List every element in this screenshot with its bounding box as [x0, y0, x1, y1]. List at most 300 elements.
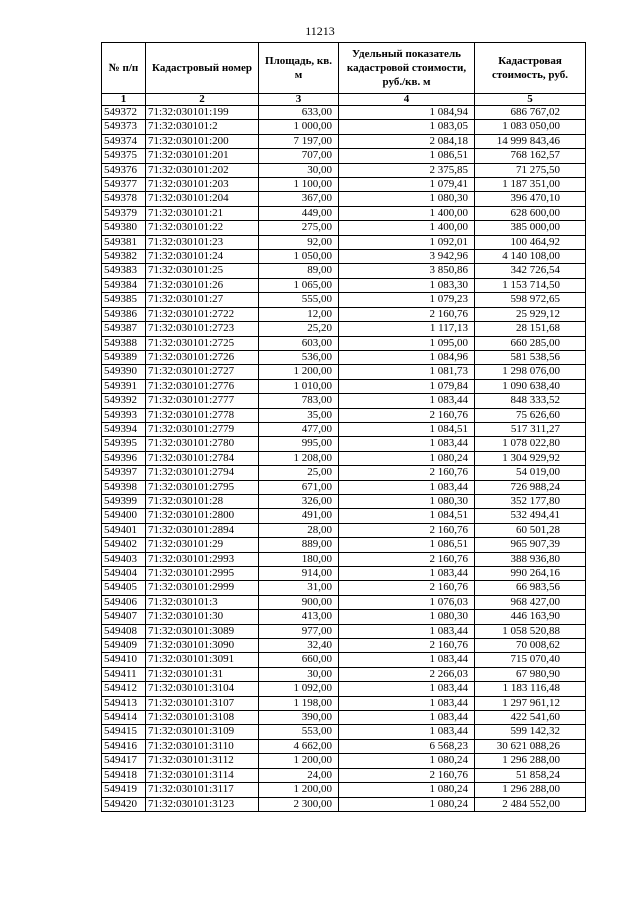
area-cell: 92,00: [259, 235, 339, 249]
cadastral-number-cell: 71:32:030101:24: [146, 250, 259, 264]
area-cell: 1 208,00: [259, 451, 339, 465]
cadastral-number-cell: 71:32:030101:2726: [146, 350, 259, 364]
row-number-cell: 549404: [102, 567, 146, 581]
specific-value-cell: 1 079,23: [339, 293, 475, 307]
row-number-cell: 549399: [102, 494, 146, 508]
cadastral-number-cell: 71:32:030101:26: [146, 278, 259, 292]
cadastral-number-cell: 71:32:030101:3123: [146, 797, 259, 811]
cadastral-value-cell: 768 162,57: [475, 149, 586, 163]
table-row: [102, 480, 586, 494]
table-row: [102, 149, 586, 163]
specific-value-cell: 1 080,24: [339, 797, 475, 811]
area-cell: 30,00: [259, 667, 339, 681]
row-number-cell: 549418: [102, 768, 146, 782]
area-cell: 12,00: [259, 307, 339, 321]
specific-value-cell: 1 083,44: [339, 653, 475, 667]
specific-value-cell: 1 079,84: [339, 379, 475, 393]
header-index-4: 4: [339, 94, 475, 106]
table-row: [102, 106, 586, 120]
row-number-cell: 549391: [102, 379, 146, 393]
area-cell: 1 200,00: [259, 365, 339, 379]
row-number-cell: 549405: [102, 581, 146, 595]
cadastral-number-cell: 71:32:030101:28: [146, 494, 259, 508]
cadastral-value-cell: 1 153 714,50: [475, 278, 586, 292]
specific-value-cell: 1 083,44: [339, 725, 475, 739]
cadastral-value-cell: 71 275,50: [475, 163, 586, 177]
table-row: [102, 552, 586, 566]
table-row: [102, 797, 586, 811]
cadastral-value-cell: 1 296 288,00: [475, 783, 586, 797]
specific-value-cell: 3 850,86: [339, 264, 475, 278]
specific-value-cell: 1 080,30: [339, 192, 475, 206]
area-cell: 7 197,00: [259, 134, 339, 148]
table-row: [102, 653, 586, 667]
cadastral-value-cell: 726 988,24: [475, 480, 586, 494]
area-cell: 1 100,00: [259, 178, 339, 192]
header-index-1: 1: [102, 94, 146, 106]
row-number-cell: 549394: [102, 422, 146, 436]
specific-value-cell: 2 160,76: [339, 639, 475, 653]
area-cell: 25,00: [259, 466, 339, 480]
specific-value-cell: 1 117,13: [339, 322, 475, 336]
table-row: [102, 192, 586, 206]
table-row: [102, 221, 586, 235]
table-row: [102, 581, 586, 595]
specific-value-cell: 1 081,73: [339, 365, 475, 379]
area-cell: 449,00: [259, 206, 339, 220]
cadastral-value-cell: 4 140 108,00: [475, 250, 586, 264]
specific-value-cell: 2 160,76: [339, 408, 475, 422]
cadastral-value-cell: 25 929,12: [475, 307, 586, 321]
cadastral-number-cell: 71:32:030101:2800: [146, 509, 259, 523]
row-number-cell: 549377: [102, 178, 146, 192]
cadastral-value-cell: 100 464,92: [475, 235, 586, 249]
row-number-cell: 549375: [102, 149, 146, 163]
cadastral-value-cell: 54 019,00: [475, 466, 586, 480]
cadastral-number-cell: 71:32:030101:2777: [146, 394, 259, 408]
table-row: [102, 466, 586, 480]
area-cell: 660,00: [259, 653, 339, 667]
cadastral-number-cell: 71:32:030101:27: [146, 293, 259, 307]
specific-value-cell: 1 083,05: [339, 120, 475, 134]
cadastral-value-cell: 968 427,00: [475, 595, 586, 609]
cadastral-number-cell: 71:32:030101:200: [146, 134, 259, 148]
specific-value-cell: 2 084,18: [339, 134, 475, 148]
cadastral-number-cell: 71:32:030101:203: [146, 178, 259, 192]
cadastral-value-cell: 965 907,39: [475, 538, 586, 552]
cadastral-number-cell: 71:32:030101:25: [146, 264, 259, 278]
specific-value-cell: 1 400,00: [339, 221, 475, 235]
cadastral-number-cell: 71:32:030101:2780: [146, 437, 259, 451]
specific-value-cell: 1 079,41: [339, 178, 475, 192]
row-number-cell: 549376: [102, 163, 146, 177]
table-row: [102, 711, 586, 725]
table-row: [102, 538, 586, 552]
table-row: [102, 682, 586, 696]
cadastral-value-cell: 66 983,56: [475, 581, 586, 595]
area-cell: 783,00: [259, 394, 339, 408]
cadastral-number-cell: 71:32:030101:3109: [146, 725, 259, 739]
cadastral-value-cell: 60 501,28: [475, 523, 586, 537]
row-number-cell: 549386: [102, 307, 146, 321]
table-row: [102, 293, 586, 307]
specific-value-cell: 1 084,51: [339, 509, 475, 523]
cadastral-value-cell: 990 264,16: [475, 567, 586, 581]
area-cell: 1 198,00: [259, 696, 339, 710]
cadastral-number-cell: 71:32:030101:201: [146, 149, 259, 163]
table-row: [102, 408, 586, 422]
table-row: [102, 250, 586, 264]
cadastral-value-cell: 1 298 076,00: [475, 365, 586, 379]
cadastral-number-cell: 71:32:030101:3104: [146, 682, 259, 696]
header-specific-value: Удельный показатель кадастровой стоимости, руб./кв. м: [339, 43, 475, 94]
row-number-cell: 549372: [102, 106, 146, 120]
cadastral-number-cell: 71:32:030101:199: [146, 106, 259, 120]
specific-value-cell: 1 080,24: [339, 451, 475, 465]
header-index-5: 5: [475, 94, 586, 106]
page-number: 11213: [305, 24, 335, 38]
area-cell: 536,00: [259, 350, 339, 364]
specific-value-cell: 1 086,51: [339, 538, 475, 552]
cadastral-number-cell: 71:32:030101:3091: [146, 653, 259, 667]
cadastral-value-cell: 1 083 050,00: [475, 120, 586, 134]
cadastral-number-cell: 71:32:030101:2778: [146, 408, 259, 422]
specific-value-cell: 1 080,24: [339, 754, 475, 768]
specific-value-cell: 1 083,44: [339, 437, 475, 451]
area-cell: 367,00: [259, 192, 339, 206]
cadastral-value-cell: 67 980,90: [475, 667, 586, 681]
row-number-cell: 549415: [102, 725, 146, 739]
area-cell: 30,00: [259, 163, 339, 177]
table-row: [102, 567, 586, 581]
cadastral-number-cell: 71:32:030101:2894: [146, 523, 259, 537]
specific-value-cell: 2 160,76: [339, 466, 475, 480]
cadastral-number-cell: 71:32:030101:2999: [146, 581, 259, 595]
row-number-cell: 549411: [102, 667, 146, 681]
row-number-cell: 549380: [102, 221, 146, 235]
row-number-cell: 549390: [102, 365, 146, 379]
specific-value-cell: 1 092,01: [339, 235, 475, 249]
specific-value-cell: 1 083,44: [339, 711, 475, 725]
cadastral-value-cell: 51 858,24: [475, 768, 586, 782]
cadastral-value-cell: 1 058 520,88: [475, 624, 586, 638]
row-number-cell: 549388: [102, 336, 146, 350]
area-cell: 28,00: [259, 523, 339, 537]
row-number-cell: 549393: [102, 408, 146, 422]
cadastral-number-cell: 71:32:030101:2779: [146, 422, 259, 436]
table-body: [102, 106, 586, 812]
cadastral-number-cell: 71:32:030101:3110: [146, 739, 259, 753]
specific-value-cell: 3 942,96: [339, 250, 475, 264]
cadastral-value-cell: 715 070,40: [475, 653, 586, 667]
cadastral-number-cell: 71:32:030101:30: [146, 610, 259, 624]
cadastral-number-cell: 71:32:030101:31: [146, 667, 259, 681]
area-cell: 1 010,00: [259, 379, 339, 393]
table-row: [102, 307, 586, 321]
row-number-cell: 549414: [102, 711, 146, 725]
table-row: [102, 350, 586, 364]
area-cell: 35,00: [259, 408, 339, 422]
specific-value-cell: 2 160,76: [339, 581, 475, 595]
cadastral-value-cell: 1 090 638,40: [475, 379, 586, 393]
cadastral-number-cell: 71:32:030101:2725: [146, 336, 259, 350]
area-cell: 24,00: [259, 768, 339, 782]
header-cadastral-number: Кадастровый номер: [146, 43, 259, 94]
cadastral-number-cell: 71:32:030101:2776: [146, 379, 259, 393]
row-number-cell: 549373: [102, 120, 146, 134]
cadastral-value-cell: 1 304 929,92: [475, 451, 586, 465]
table-row: [102, 278, 586, 292]
specific-value-cell: 1 084,94: [339, 106, 475, 120]
row-number-cell: 549382: [102, 250, 146, 264]
cadastral-number-cell: 71:32:030101:22: [146, 221, 259, 235]
table-row: [102, 365, 586, 379]
specific-value-cell: 1 083,44: [339, 682, 475, 696]
row-number-cell: 549417: [102, 754, 146, 768]
row-number-cell: 549397: [102, 466, 146, 480]
specific-value-cell: 1 083,44: [339, 394, 475, 408]
specific-value-cell: 1 084,96: [339, 350, 475, 364]
cadastral-value-cell: 628 600,00: [475, 206, 586, 220]
specific-value-cell: 1 084,51: [339, 422, 475, 436]
specific-value-cell: 1 080,30: [339, 494, 475, 508]
area-cell: 32,40: [259, 639, 339, 653]
table-row: [102, 768, 586, 782]
specific-value-cell: 2 160,76: [339, 552, 475, 566]
area-cell: 1 200,00: [259, 754, 339, 768]
row-number-cell: 549408: [102, 624, 146, 638]
table-row: [102, 322, 586, 336]
table-row: [102, 624, 586, 638]
area-cell: 1 200,00: [259, 783, 339, 797]
table-row: [102, 725, 586, 739]
cadastral-value-cell: 599 142,32: [475, 725, 586, 739]
row-number-cell: 549374: [102, 134, 146, 148]
area-cell: 1 000,00: [259, 120, 339, 134]
cadastral-value-cell: 2 484 552,00: [475, 797, 586, 811]
table-row: [102, 523, 586, 537]
cadastral-value-cell: 1 296 288,00: [475, 754, 586, 768]
table-row: [102, 336, 586, 350]
row-number-cell: 549392: [102, 394, 146, 408]
table-row: [102, 494, 586, 508]
row-number-cell: 549419: [102, 783, 146, 797]
area-cell: 671,00: [259, 480, 339, 494]
cadastral-value-cell: 396 470,10: [475, 192, 586, 206]
row-number-cell: 549387: [102, 322, 146, 336]
cadastral-value-cell: 388 936,80: [475, 552, 586, 566]
area-cell: 1 065,00: [259, 278, 339, 292]
row-number-cell: 549381: [102, 235, 146, 249]
area-cell: 977,00: [259, 624, 339, 638]
row-number-cell: 549401: [102, 523, 146, 537]
area-cell: 31,00: [259, 581, 339, 595]
table-row: [102, 437, 586, 451]
row-number-cell: 549378: [102, 192, 146, 206]
area-cell: 1 092,00: [259, 682, 339, 696]
cadastral-number-cell: 71:32:030101:2993: [146, 552, 259, 566]
specific-value-cell: 1 076,03: [339, 595, 475, 609]
cadastral-value-cell: 342 726,54: [475, 264, 586, 278]
cadastral-value-cell: 1 187 351,00: [475, 178, 586, 192]
header-number: № п/п: [102, 43, 146, 94]
table-row: [102, 422, 586, 436]
area-cell: 477,00: [259, 422, 339, 436]
specific-value-cell: 1 083,44: [339, 624, 475, 638]
specific-value-cell: 1 080,30: [339, 610, 475, 624]
cadastral-number-cell: 71:32:030101:21: [146, 206, 259, 220]
cadastral-value-cell: 70 008,62: [475, 639, 586, 653]
cadastral-number-cell: 71:32:030101:2: [146, 120, 259, 134]
cadastral-value-cell: 1 297 961,12: [475, 696, 586, 710]
cadastral-value-cell: 848 333,52: [475, 394, 586, 408]
cadastral-value-cell: 686 767,02: [475, 106, 586, 120]
cadastral-number-cell: 71:32:030101:3107: [146, 696, 259, 710]
area-cell: 633,00: [259, 106, 339, 120]
table-row: [102, 754, 586, 768]
specific-value-cell: 1 400,00: [339, 206, 475, 220]
area-cell: 889,00: [259, 538, 339, 552]
cadastral-number-cell: 71:32:030101:3090: [146, 639, 259, 653]
area-cell: 2 300,00: [259, 797, 339, 811]
table-row: [102, 264, 586, 278]
area-cell: 995,00: [259, 437, 339, 451]
table-row: [102, 610, 586, 624]
cadastral-number-cell: 71:32:030101:2727: [146, 365, 259, 379]
area-cell: 390,00: [259, 711, 339, 725]
row-number-cell: 549402: [102, 538, 146, 552]
cadastral-number-cell: 71:32:030101:3112: [146, 754, 259, 768]
specific-value-cell: 2 266,03: [339, 667, 475, 681]
area-cell: 491,00: [259, 509, 339, 523]
cadastral-value-cell: 598 972,65: [475, 293, 586, 307]
specific-value-cell: 1 083,44: [339, 480, 475, 494]
cadastral-value-cell: 30 621 088,26: [475, 739, 586, 753]
specific-value-cell: 1 095,00: [339, 336, 475, 350]
cadastral-value-cell: 1 078 022,80: [475, 437, 586, 451]
header-index-2: 2: [146, 94, 259, 106]
area-cell: 553,00: [259, 725, 339, 739]
area-cell: 1 050,00: [259, 250, 339, 264]
specific-value-cell: 2 160,76: [339, 523, 475, 537]
specific-value-cell: 1 086,51: [339, 149, 475, 163]
table-row: [102, 163, 586, 177]
area-cell: 707,00: [259, 149, 339, 163]
cadastral-value-cell: 14 999 843,46: [475, 134, 586, 148]
cadastral-number-cell: 71:32:030101:2723: [146, 322, 259, 336]
area-cell: 326,00: [259, 494, 339, 508]
row-number-cell: 549396: [102, 451, 146, 465]
cadastral-value-cell: 1 183 116,48: [475, 682, 586, 696]
specific-value-cell: 1 080,24: [339, 783, 475, 797]
table-row: [102, 120, 586, 134]
table-row: [102, 379, 586, 393]
cadastral-number-cell: 71:32:030101:2784: [146, 451, 259, 465]
table-row: [102, 667, 586, 681]
cadastral-number-cell: 71:32:030101:202: [146, 163, 259, 177]
area-cell: 603,00: [259, 336, 339, 350]
table-row: [102, 739, 586, 753]
specific-value-cell: 2 160,76: [339, 768, 475, 782]
row-number-cell: 549400: [102, 509, 146, 523]
table-row: [102, 595, 586, 609]
cadastral-value-cell: 422 541,60: [475, 711, 586, 725]
specific-value-cell: 6 568,23: [339, 739, 475, 753]
row-number-cell: 549407: [102, 610, 146, 624]
cadastral-number-cell: 71:32:030101:3108: [146, 711, 259, 725]
row-number-cell: 549410: [102, 653, 146, 667]
area-cell: 4 662,00: [259, 739, 339, 753]
table-row: [102, 696, 586, 710]
row-number-cell: 549398: [102, 480, 146, 494]
area-cell: 275,00: [259, 221, 339, 235]
row-number-cell: 549406: [102, 595, 146, 609]
specific-value-cell: 2 160,76: [339, 307, 475, 321]
cadastral-number-cell: 71:32:030101:204: [146, 192, 259, 206]
table-header: [102, 43, 586, 106]
cadastral-value-cell: 352 177,80: [475, 494, 586, 508]
area-cell: 413,00: [259, 610, 339, 624]
table-row: [102, 783, 586, 797]
table-row: [102, 206, 586, 220]
area-cell: 555,00: [259, 293, 339, 307]
cadastral-value-cell: 385 000,00: [475, 221, 586, 235]
cadastral-number-cell: 71:32:030101:3089: [146, 624, 259, 638]
cadastral-number-cell: 71:32:030101:29: [146, 538, 259, 552]
row-number-cell: 549403: [102, 552, 146, 566]
header-cadastral-value: Кадастровая стоимость, руб.: [475, 43, 586, 94]
row-number-cell: 549385: [102, 293, 146, 307]
table-row: [102, 509, 586, 523]
cadastral-number-cell: 71:32:030101:2722: [146, 307, 259, 321]
row-number-cell: 549420: [102, 797, 146, 811]
specific-value-cell: 1 083,44: [339, 567, 475, 581]
row-number-cell: 549413: [102, 696, 146, 710]
table-row: [102, 235, 586, 249]
header-area: Площадь, кв. м: [259, 43, 339, 94]
table-row: [102, 134, 586, 148]
row-number-cell: 549416: [102, 739, 146, 753]
cadastral-number-cell: 71:32:030101:3: [146, 595, 259, 609]
cadastral-value-cell: 446 163,90: [475, 610, 586, 624]
cadastral-value-cell: 532 494,41: [475, 509, 586, 523]
table-row: [102, 178, 586, 192]
cadastral-number-cell: 71:32:030101:2995: [146, 567, 259, 581]
row-number-cell: 549384: [102, 278, 146, 292]
cadastral-table: [101, 42, 586, 812]
area-cell: 25,20: [259, 322, 339, 336]
specific-value-cell: 1 083,44: [339, 696, 475, 710]
header-index-3: 3: [259, 94, 339, 106]
area-cell: 900,00: [259, 595, 339, 609]
row-number-cell: 549409: [102, 639, 146, 653]
table-row: [102, 639, 586, 653]
row-number-cell: 549395: [102, 437, 146, 451]
cadastral-number-cell: 71:32:030101:3117: [146, 783, 259, 797]
cadastral-number-cell: 71:32:030101:2795: [146, 480, 259, 494]
area-cell: 914,00: [259, 567, 339, 581]
table-row: [102, 451, 586, 465]
area-cell: 180,00: [259, 552, 339, 566]
cadastral-number-cell: 71:32:030101:2794: [146, 466, 259, 480]
row-number-cell: 549379: [102, 206, 146, 220]
specific-value-cell: 1 083,30: [339, 278, 475, 292]
specific-value-cell: 2 375,85: [339, 163, 475, 177]
cadastral-number-cell: 71:32:030101:23: [146, 235, 259, 249]
cadastral-value-cell: 75 626,60: [475, 408, 586, 422]
cadastral-value-cell: 28 151,68: [475, 322, 586, 336]
area-cell: 89,00: [259, 264, 339, 278]
